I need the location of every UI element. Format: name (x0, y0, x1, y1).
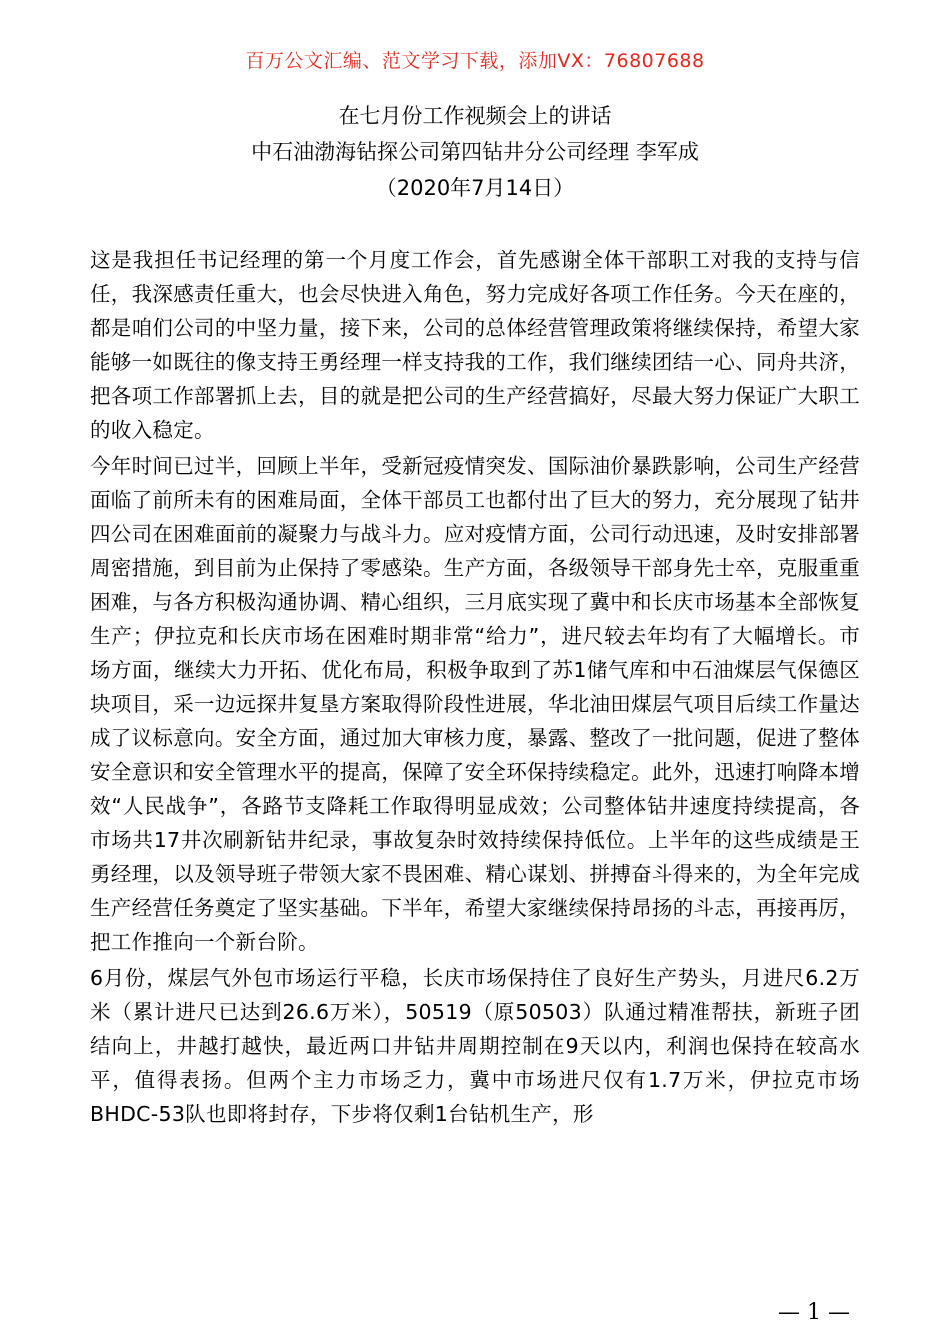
document-header (0, 98, 950, 206)
paragraph: 今年时间已过半，回顾上半年，受新冠疫情突发、国际油价暴跌影响，公司生产经营面临了前所未有的困难局面，全体干部员工也都付出了巨大的努力，充分展现了钻井四公司在困难面前的凝聚力与战斗力。应对疫情方面，公司行动迅速，及时安排部署周密措施，到目前为止保持了零感染。生产方面，各级领导干部身先士卒，克服重重困难，与各方积极沟通协调、精心组织，三月底实现了冀中和长庆市场基本全部恢复生产；伊拉克和长庆市场在困难时期非常“给力”，进尺较去年均有了大幅增长。市场方面，继续大力开拓、优化布局，积极争取到了苏1储气库和中石油煤层气保德区块项目，采一边远探井复垦方案取得阶段性进展，华北油田煤层气项目后续工作量达成了议标意向。安全方面，通过加大审核力度，暴露、整改了一批问题，促进了整体安全意识和安全管理水平的提高，保障了安全环保持续稳定。此外，迅速打响降本增效“人民战争”，各路节支降耗工作取得明显成效；公司整体钻井速度持续提高，各市场共17井次刷新钻井纪录，事故复杂时效持续保持低位。上半年的这些成绩是王勇经理，以及领导班子带领大家不畏困难、精心谋划、拼搏奋斗得来的，为全年完成生产经营任务奠定了坚实基础。下半年，希望大家继续保持昂扬的斗志，再接再厉，把工作推向一个新台阶。 (90, 454, 860, 954)
document-title: 在七月份工作视频会上的讲话 (338, 104, 612, 128)
author-line: 中石油渤海钻探公司第四钻井分公司经理 李军成 (251, 140, 699, 164)
paragraph: 6月份，煤层气外包市场运行平稳，长庆市场保持住了良好生产势头，月进尺6.2万米（累计进尺已达到26.6万米），50519（原50503）队通过精准帮扶，新班子团结向上，井越打越快，最近两口井钻井周期控制在9天以内，利润也保持在较高水平，值得表扬。但两个主力市场乏力，冀中市场进尺仅有1.7万米，伊拉克市场BHDC-53队也即将封存，下步将仅剩1台钻机生产，形 (90, 966, 860, 1126)
paragraph: 这是我担任书记经理的第一个月度工作会，首先感谢全体干部职工对我的支持与信任，我深感责任重大，也会尽快进入角色，努力完成好各项工作任务。今天在座的，都是咱们公司的中坚力量，接下来，公司的总体经营管理政策将继续保持，希望大家能够一如既往的像支持王勇经理一样支持我的工作，我们继续团结一心、同舟共济，把各项工作部署抓上去，目的就是把公司的生产经营搞好，尽最大努力保证广大职工的收入稳定。 (90, 248, 860, 442)
document-date: （2020年7月14日） (375, 176, 575, 200)
document-body (90, 243, 860, 1133)
watermark-text: 百万公文汇编、范文学习下载，添加VX：76807688 (245, 50, 705, 72)
page-number: — 1 — (778, 1300, 850, 1325)
